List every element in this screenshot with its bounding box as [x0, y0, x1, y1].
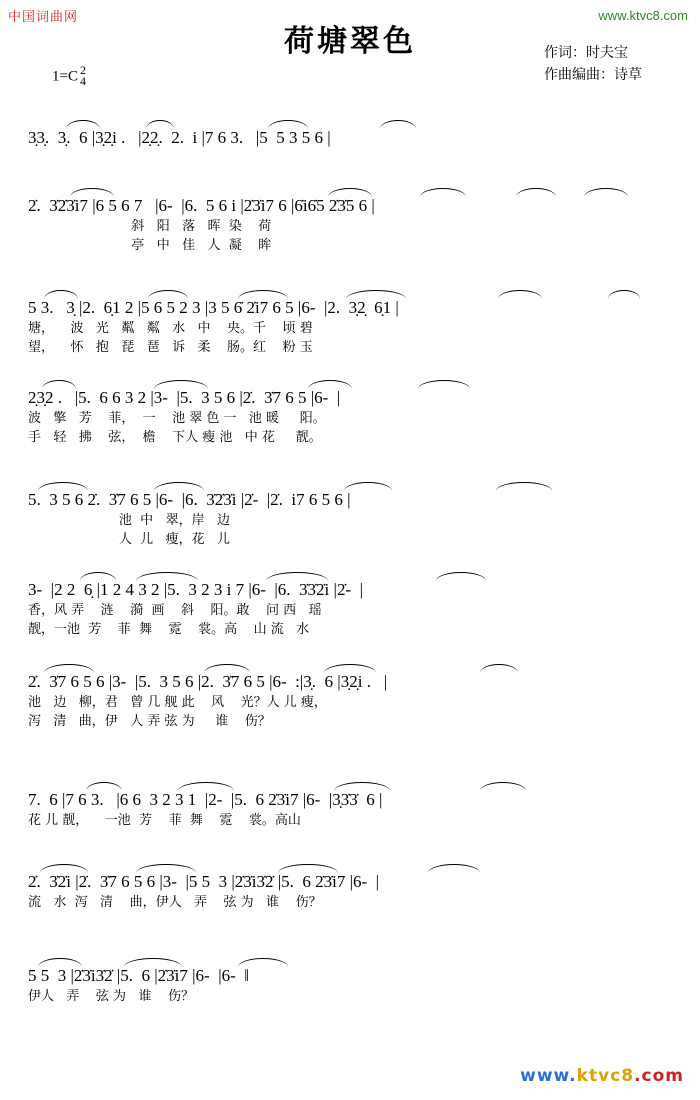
lyric-row-verse1: 波 擎 芳 菲， 一 池 翠 色 一 池 暖 阳。: [28, 411, 326, 426]
note-row: 5 3. 3̣ |2. 6̣1 2 |5 6 5 2 3 |3 5 6̇ 2̇i7 6 5 |6- |2. 3̣2̣ 6̣1 |: [28, 298, 399, 317]
note-row: 5 5 3 |2̇3̇i3̇2̇ |5. 6 |2̇3̇i7 |6- |6- ‖: [28, 966, 250, 985]
credits: [544, 42, 642, 86]
composer-line: 作曲编曲：诗草: [544, 67, 642, 83]
music-system-10: [28, 966, 676, 1007]
music-system-4: [28, 388, 676, 448]
watermark-top-left: 中国词曲网: [8, 10, 79, 25]
lyricist-line: 作词：时夫宝: [544, 45, 628, 61]
note-row: 3̣3̣. 3̣. 6 |3̣2̣i . |2̣2̣. 2. i |7 6 3. |5 5 3 5 6 |: [28, 128, 331, 147]
lyric-row-verse2: 人 儿 瘦，花 儿: [28, 532, 230, 547]
lyric-row-verse1: 池 中 翠，岸 边: [28, 513, 230, 528]
key-signature: [52, 63, 86, 88]
music-system-1: [28, 128, 676, 150]
note-row: 5. 3 5 6 2̇. 3̇7 6 5 |6- |6. 3̇2̇3̇i |2̇- |2̇. i7 6 5 6 |: [28, 490, 351, 509]
watermark-bottom-part2: ktvc8: [576, 1066, 635, 1086]
note-row: 3- |2 2 6̣ |1 2 4 3 2 |5. 3 2 3 i 7 |6- |6. 3̇3̇2̇i |2̇- |: [28, 580, 364, 599]
lyric-row-verse2: 手 轻 拂 弦， 檐 下人 瘦 池 中 花 靓。: [28, 430, 322, 445]
lyric-row-verse2: 靓，一池 芳 菲 舞 霓 裳。高 山 流 水: [28, 622, 310, 637]
note-row: 2̇. 3̇2̇i |2̇. 3̇7 6 5 6 |3- |5 5 3 |2̇3̇i3̇2̇ |5. 6 2̇3̇i7 |6- |: [28, 872, 380, 891]
music-system-9: [28, 872, 676, 913]
watermark-bottom-part3: .com: [634, 1066, 684, 1086]
music-system-8: [28, 790, 676, 831]
lyric-row-verse1: 斜 阳 落 晖 染 荷: [28, 219, 272, 234]
lyric-row-verse1: 香，风 弄 涟 漪 画 斜 阳。敢 问 西 瑶: [28, 603, 322, 618]
lyric-row-verse2: 泻 清 曲，伊 人 弄 弦 为 谁 伤？: [28, 714, 271, 729]
note-row: 2̇. 3̇7 6 5 6 |3- |5. 3 5 6 |2. 3̇7 6 5 |6- :|3̣. 6 |3̣2̣i . |: [28, 672, 388, 691]
lyric-row-verse1: 伊人 弄 弦 为 谁 伤？: [28, 989, 194, 1004]
time-signature: [80, 65, 86, 87]
music-system-2: [28, 196, 676, 256]
lyric-row-verse1: 花 儿 靓， 一池 芳 菲 舞 霓 裳。高山: [28, 813, 301, 828]
key-label: 1=C: [52, 68, 78, 85]
note-row: 2̇. 3̇2̇3̇i7 |6 5 6 7 |6- |6. 5 6 i |2̇3̇i7 6 |6̇i6̇5 2̇3̇5 6 |: [28, 196, 375, 215]
watermark-top-right: www.ktvc8.com: [598, 8, 688, 23]
watermark-bottom-part1: www.: [520, 1066, 577, 1086]
meter-numerator: 2: [79, 63, 86, 77]
note-row: 2̣3̣2 . |5. 6 6 3 2 |3- |5. 3 5 6 |2̇. 3̇7 6 5 |6- |: [28, 388, 341, 407]
watermark-bottom: [520, 1066, 684, 1086]
music-system-6: [28, 580, 676, 640]
page-title: 荷塘翠色: [284, 24, 416, 59]
lyric-row-verse1: 塘， 波 光 粼 粼 水 中 央。千 顷 碧: [28, 321, 313, 336]
music-system-7: [28, 672, 676, 732]
note-row: 7. 6 |7 6 3. |6 6 3 2 3 1 |2- |5. 6 2̇3̇i7 |6- |3̣3̇3̇ 6 |: [28, 790, 383, 809]
lyric-row-verse2: 亭 中 佳 人 凝 眸: [28, 238, 272, 253]
lyric-row-verse1: 流 水 泻 清 曲，伊人 弄 弦 为 谁 伤？: [28, 895, 322, 910]
lyric-row-verse2: 望， 怀 抱 琵 琶 诉 柔 肠。红 粉 玉: [28, 340, 313, 355]
music-system-5: [28, 490, 676, 550]
lyric-row-verse1: 池 边 柳，君 曾 几 舰 此 风 光？人 儿 瘦，: [28, 695, 327, 710]
meter-denominator: 4: [79, 74, 86, 88]
music-system-3: [28, 298, 676, 358]
